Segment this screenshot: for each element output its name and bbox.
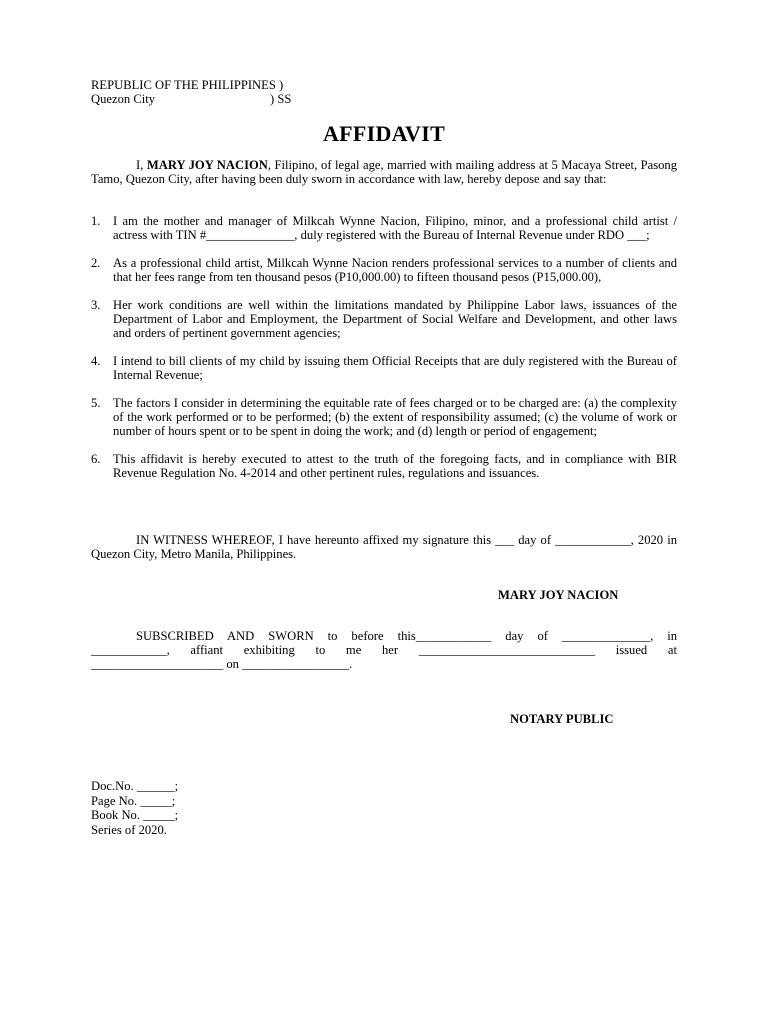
intro-prefix: I, bbox=[136, 158, 147, 172]
document-title: AFFIDAVIT bbox=[322, 121, 446, 146]
list-item-text: As a professional child artist, Milkcah Wynne Nacion renders professional services to a number of clients and that her fees range from ten thousand pesos (P10,000.00) to fifteen thousand pesos (P15,000.00), bbox=[113, 256, 677, 284]
intro-paragraph bbox=[91, 158, 677, 186]
statement-list bbox=[91, 214, 677, 494]
jurat-line-2: ____________, affiant exhibiting to me her ____________________________ issued at bbox=[91, 643, 677, 657]
doc-number: Doc.No. ______; bbox=[91, 779, 179, 793]
jurat-line-1: SUBSCRIBED AND SWORN to before this____________ day of ______________, in bbox=[136, 629, 677, 643]
venue-republic-text: REPUBLIC OF THE PHILIPPINES ) bbox=[91, 78, 284, 92]
list-item-number: 1. bbox=[91, 214, 101, 228]
witness-paragraph: IN WITNESS WHEREOF, I have hereunto affixed my signature this ___ day of ____________, 2020 in Quezon City, Metro Manila, Philippines. bbox=[91, 533, 677, 561]
affiant-name-inline: MARY JOY NACION bbox=[146, 158, 268, 172]
list-item bbox=[91, 214, 677, 242]
venue-republic bbox=[91, 78, 391, 92]
list-item-text: I intend to bill clients of my child by issuing them Official Receipts that are duly registered with the Bureau of Internal Revenue; bbox=[113, 354, 677, 382]
list-item-text: The factors I consider in determining the equitable rate of fees charged or to be charged are: (a) the complexity of the work performed or to be performed; (b) the extent of responsibility assumed; (c) the volume of work or number of hours spent or to be spent in doing the work; and (d) length or period of engagement; bbox=[113, 396, 677, 438]
venue-block bbox=[91, 78, 391, 106]
list-item bbox=[91, 452, 677, 480]
series-year: Series of 2020. bbox=[91, 822, 167, 837]
book-number: Book No. _____; bbox=[91, 808, 179, 823]
list-item-number: 2. bbox=[91, 256, 101, 270]
list-item-text: This affidavit is hereby executed to attest to the truth of the foregoing facts, and in compliance with BIR Revenue Regulation No. 4-2014 and other pertinent rules, regulations and issuances. bbox=[113, 452, 677, 480]
jurat-paragraph bbox=[91, 629, 677, 671]
list-item-text: I am the mother and manager of Milkcah Wynne Nacion, Filipino, minor, and a professional child artist / actress with TIN #______________, duly registered with the Bureau of Internal Revenue under RDO ___; bbox=[113, 214, 677, 242]
venue-city bbox=[91, 92, 391, 106]
list-item-number: 4. bbox=[91, 354, 101, 368]
list-item-number: 6. bbox=[91, 452, 101, 466]
list-item bbox=[91, 396, 677, 438]
venue-city-text: Quezon City bbox=[91, 92, 156, 106]
list-item-number: 5. bbox=[91, 396, 101, 410]
list-item-number: 3. bbox=[91, 298, 101, 312]
notarial-register-block bbox=[91, 779, 291, 837]
page-number: Page No. _____; bbox=[91, 793, 176, 808]
list-item bbox=[91, 298, 677, 340]
list-item-text: Her work conditions are well within the limitations mandated by Philippine Labor laws, issuances of the Department of Labor and Employment, the Department of Social Welfare and Development, and other laws and orders of pertinent government agencies; bbox=[113, 298, 677, 340]
list-item bbox=[91, 256, 677, 284]
jurat-line-3: _____________________ on _________________. bbox=[91, 657, 353, 671]
venue-ss-text: ) SS bbox=[270, 92, 292, 106]
intro-rest: , Filipino, of legal age, married with mailing address at 5 Macaya Street, Pasong Tamo, Quezon City, after having been duly sworn in accordance with law, hereby depose and say that: bbox=[91, 158, 677, 186]
affiant-signature-name: MARY JOY NACION bbox=[498, 588, 619, 602]
list-item bbox=[91, 354, 677, 382]
notary-public-label: NOTARY PUBLIC bbox=[510, 712, 614, 726]
